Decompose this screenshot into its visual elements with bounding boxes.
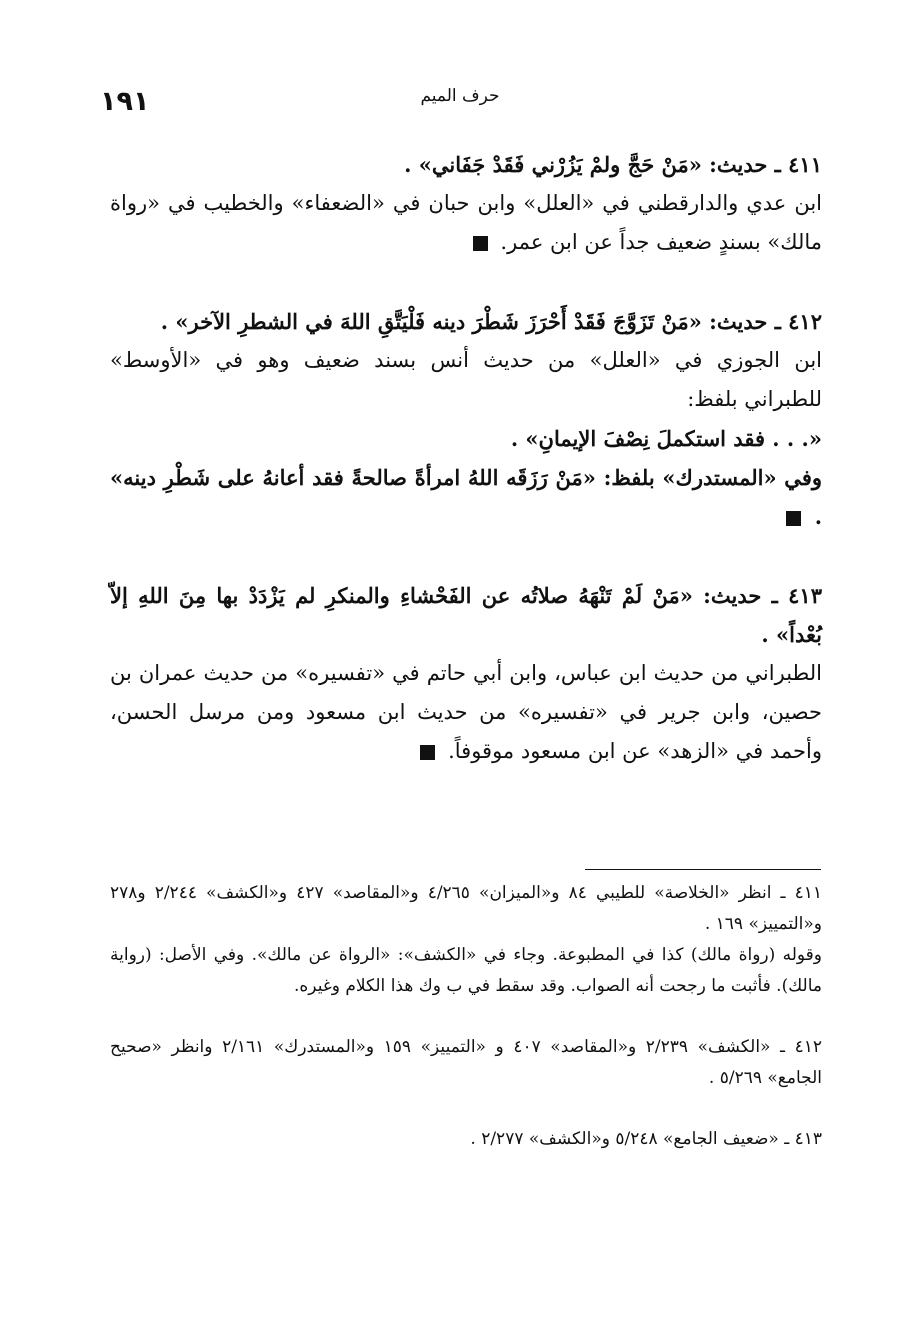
- footnote-412: [110, 1032, 822, 1094]
- hadith-variant-text: «. . . فقد استكملَ نِصْفَ الإيمانِ» .: [510, 426, 822, 451]
- hadith-source-text: ابن الجوزي في «العلل» من حديث أنس بسند ضعيف وهو في «الأوسط» للطبراني بلفظ:: [110, 348, 822, 411]
- hadith-entry-412: [110, 302, 822, 536]
- hadith-source-text: وفي «المستدرك» بلفظ: «مَنْ رَزَقَه اللهُ امرأةً صالحةً فقد أعانهُ على شَطْرِ دينه» .: [110, 465, 822, 529]
- end-of-entry-square-icon: [473, 236, 488, 251]
- hadith-title: ٤١٢ ـ حديث: «مَنْ تَزَوَّجَ فَقَدْ أَحْرَزَ شَطْرَ دينه فَلْيَتَّقِ اللهَ في الشطرِ الآخر» .: [160, 309, 822, 334]
- page-header: [100, 86, 820, 126]
- end-of-entry-square-icon: [420, 745, 435, 760]
- hadith-source-text: الطبراني من حديث ابن عباس، وابن أبي حاتم في «تفسيره» من حديث عمران بن حصين، وابن جرير في «تفسيره» من حديث ابن مسعود ومن مرسل الحسن، وأحمد في «الزهد» عن ابن مسعود موقوفاً.: [110, 661, 822, 763]
- footnote-411: [110, 878, 822, 1002]
- footnotes: [110, 878, 822, 1185]
- hadith-entry-411: [110, 145, 822, 262]
- footnote-divider: [585, 869, 821, 870]
- footnote-line: ٤١٢ ـ «الكشف» ٢/٢٣٩ و«المقاصد» ٤٠٧ و «التمييز» ١٥٩ و«المستدرك» ٢/١٦١ وانظر «صحيح الجامع» ٥/٢٦٩ .: [110, 1037, 822, 1088]
- hadith-title: ٤١٣ ـ حديث: «مَنْ لَمْ تَنْهَهُ صلاتُه عن الفَحْشاءِ والمنكرِ لم يَزْدَدْ بها مِنَ اللهِ إلاّ بُعْداً» .: [110, 583, 822, 647]
- main-text: [110, 145, 822, 811]
- footnote-line: ٤١١ ـ انظر «الخلاصة» للطيبي ٨٤ و«الميزان» ٤/٢٦٥ و«المقاصد» ٤٢٧ و«الكشف» ٢/٢٤٤ و٢٧٨ و«التمييز» ١٦٩ .: [110, 883, 823, 934]
- footnote-line: ٤١٣ ـ «ضعيف الجامع» ٥/٢٤٨ و«الكشف» ٢/٢٧٧ .: [470, 1129, 822, 1149]
- footnote-413: [110, 1124, 822, 1155]
- page-number: ١٩١: [100, 86, 150, 117]
- hadith-entry-413: [110, 576, 822, 771]
- end-of-entry-square-icon: [786, 511, 801, 526]
- footnote-line: وقوله (رواة مالك) كذا في المطبوعة. وجاء في «الكشف»: «الرواة عن مالك». وفي الأصل: (رواية مالك). فأثبت ما رجحت أنه الصواب. وقد سقط في ب وك هذا الكلام وغيره.: [110, 945, 822, 996]
- hadith-source-text: ابن عدي والدارقطني في «العلل» وابن حبان في «الضعفاء» والخطيب في «رواة مالك» بسندٍ ضعيف جداً عن ابن عمر.: [110, 191, 822, 254]
- hadith-title: ٤١١ ـ حديث: «مَنْ حَجَّ ولمْ يَزُرْني فَقَدْ جَفَاني» .: [404, 152, 822, 177]
- running-head: حرف الميم: [420, 86, 500, 106]
